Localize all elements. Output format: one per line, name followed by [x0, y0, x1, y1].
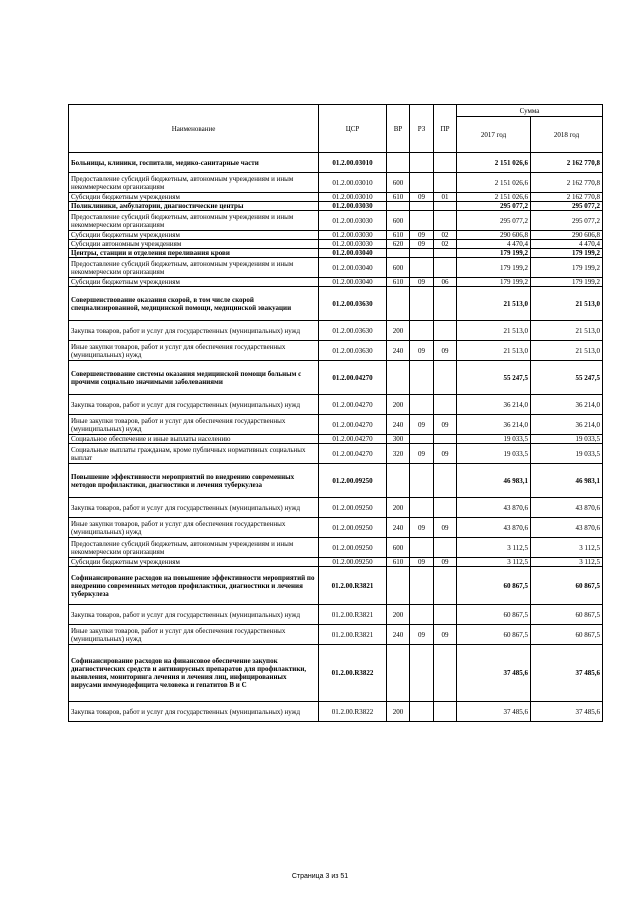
row-name: Субсидии бюджетным учреждениям — [69, 193, 319, 202]
row-amount-2017: 4 470,4 — [457, 240, 531, 249]
row-vr: 200 — [387, 498, 410, 518]
row-amount-2018: 36 214,0 — [531, 395, 603, 415]
row-pr: 09 — [434, 415, 457, 435]
table-row — [69, 211, 603, 231]
row-vr: 200 — [387, 395, 410, 415]
row-vr: 600 — [387, 173, 410, 193]
row-pr: 09 — [434, 558, 457, 567]
row-amount-2017: 37 485,6 — [457, 645, 531, 702]
row-amount-2017: 21 513,0 — [457, 341, 531, 361]
row-csr: 01.2.00.03030 — [319, 231, 387, 240]
row-amount-2017: 21 513,0 — [457, 287, 531, 321]
table-row — [69, 240, 603, 249]
row-vr: 600 — [387, 211, 410, 231]
header-name: Наименование — [69, 105, 319, 153]
header-sum: Сумма — [457, 105, 603, 117]
row-pr — [434, 702, 457, 722]
row-rz — [410, 258, 434, 278]
row-amount-2018: 4 470,4 — [531, 240, 603, 249]
table-row — [69, 193, 603, 202]
row-rz: 09 — [410, 231, 434, 240]
row-csr: 01.2.00.R3821 — [319, 605, 387, 625]
row-vr: 320 — [387, 444, 410, 464]
row-csr: 01.2.00.04270 — [319, 395, 387, 415]
row-name: Предоставление субсидий бюджетным, автономным учреждениям и иным некоммерческим организациям — [69, 211, 319, 231]
row-rz — [410, 249, 434, 258]
table-row — [69, 287, 603, 321]
row-csr: 01.2.00.04270 — [319, 435, 387, 444]
row-vr: 240 — [387, 625, 410, 645]
table-row — [69, 538, 603, 558]
row-rz — [410, 287, 434, 321]
row-amount-2018: 21 513,0 — [531, 341, 603, 361]
row-csr: 01.2.00.03040 — [319, 278, 387, 287]
row-rz — [410, 464, 434, 498]
row-amount-2017: 3 112,5 — [457, 538, 531, 558]
row-amount-2017: 37 485,6 — [457, 702, 531, 722]
row-amount-2018: 60 867,5 — [531, 625, 603, 645]
row-vr — [387, 464, 410, 498]
row-rz — [410, 361, 434, 395]
table-row — [69, 567, 603, 605]
row-rz — [410, 153, 434, 173]
row-amount-2017: 43 870,6 — [457, 518, 531, 538]
row-vr: 200 — [387, 702, 410, 722]
row-name: Повышение эффективности мероприятий по внедрению современных методов профилактики, диагностики и лечения туберкулеза — [69, 464, 319, 498]
row-vr — [387, 287, 410, 321]
row-rz — [410, 498, 434, 518]
row-amount-2017: 179 199,2 — [457, 258, 531, 278]
row-amount-2017: 290 606,8 — [457, 231, 531, 240]
header-vr: ВР — [387, 105, 410, 153]
row-name: Иные закупки товаров, работ и услуг для обеспечения государственных (муниципальных) нужд — [69, 415, 319, 435]
row-rz — [410, 173, 434, 193]
row-vr: 620 — [387, 240, 410, 249]
row-vr: 240 — [387, 341, 410, 361]
row-pr: 09 — [434, 625, 457, 645]
row-amount-2017: 55 247,5 — [457, 361, 531, 395]
table-row — [69, 498, 603, 518]
row-rz — [410, 567, 434, 605]
row-amount-2017: 295 077,2 — [457, 211, 531, 231]
row-vr — [387, 249, 410, 258]
row-pr — [434, 211, 457, 231]
row-csr: 01.2.00.03010 — [319, 153, 387, 173]
table-row — [69, 435, 603, 444]
header-year-2018: 2018 год — [531, 117, 603, 153]
table-row — [69, 625, 603, 645]
row-name: Субсидии автономным учреждениям — [69, 240, 319, 249]
row-rz: 09 — [410, 193, 434, 202]
row-rz — [410, 605, 434, 625]
row-vr: 300 — [387, 435, 410, 444]
row-pr — [434, 202, 457, 211]
row-rz — [410, 321, 434, 341]
header-pr: ПР — [434, 105, 457, 153]
table-row — [69, 341, 603, 361]
row-amount-2017: 36 214,0 — [457, 415, 531, 435]
row-rz: 09 — [410, 240, 434, 249]
row-rz — [410, 435, 434, 444]
budget-table — [68, 104, 603, 722]
table-row — [69, 258, 603, 278]
row-rz — [410, 211, 434, 231]
row-csr: 01.2.00.03630 — [319, 341, 387, 361]
row-amount-2017: 60 867,5 — [457, 567, 531, 605]
row-vr — [387, 567, 410, 605]
row-amount-2018: 2 162 770,8 — [531, 153, 603, 173]
row-amount-2018: 36 214,0 — [531, 415, 603, 435]
row-rz: 09 — [410, 558, 434, 567]
row-csr: 01.2.00.09250 — [319, 558, 387, 567]
table-row — [69, 278, 603, 287]
table-row — [69, 605, 603, 625]
row-name: Субсидии бюджетным учреждениям — [69, 278, 319, 287]
row-amount-2018: 3 112,5 — [531, 558, 603, 567]
row-amount-2017: 19 033,5 — [457, 444, 531, 464]
page-footer: Страница 3 из 51 — [291, 873, 349, 880]
row-amount-2017: 295 077,2 — [457, 202, 531, 211]
row-amount-2018: 21 513,0 — [531, 287, 603, 321]
table-row — [69, 249, 603, 258]
row-amount-2017: 179 199,2 — [457, 278, 531, 287]
row-name: Софинансирование расходов на повышение эффективности мероприятий по внедрению современных методов профилактики, диагностики и лечения туберкулеза — [69, 567, 319, 605]
row-amount-2018: 179 199,2 — [531, 278, 603, 287]
row-pr: 02 — [434, 240, 457, 249]
row-rz — [410, 645, 434, 702]
header-year-2017: 2017 год — [457, 117, 531, 153]
row-csr: 01.2.00.04270 — [319, 361, 387, 395]
row-pr — [434, 605, 457, 625]
row-amount-2018: 2 162 770,8 — [531, 173, 603, 193]
table-row — [69, 361, 603, 395]
row-name: Центры, станции и отделения переливания крови — [69, 249, 319, 258]
row-csr: 01.2.00.09250 — [319, 538, 387, 558]
header-rz: РЗ — [410, 105, 434, 153]
row-amount-2017: 60 867,5 — [457, 625, 531, 645]
row-amount-2018: 295 077,2 — [531, 202, 603, 211]
row-vr: 610 — [387, 278, 410, 287]
row-pr — [434, 464, 457, 498]
row-amount-2017: 2 151 026,6 — [457, 193, 531, 202]
row-amount-2018: 46 983,1 — [531, 464, 603, 498]
table-row — [69, 153, 603, 173]
row-csr: 01.2.00.03630 — [319, 287, 387, 321]
row-name: Предоставление субсидий бюджетным, автономным учреждениям и иным некоммерческим организациям — [69, 173, 319, 193]
row-amount-2018: 60 867,5 — [531, 605, 603, 625]
row-vr: 240 — [387, 518, 410, 538]
row-csr: 01.2.00.R3821 — [319, 625, 387, 645]
row-name: Иные закупки товаров, работ и услуг для обеспечения государственных (муниципальных) нужд — [69, 625, 319, 645]
row-pr: 02 — [434, 231, 457, 240]
row-amount-2018: 43 870,6 — [531, 518, 603, 538]
row-name: Субсидии бюджетным учреждениям — [69, 231, 319, 240]
row-vr: 200 — [387, 321, 410, 341]
row-pr — [434, 395, 457, 415]
row-csr: 01.2.00.03630 — [319, 321, 387, 341]
row-vr: 610 — [387, 558, 410, 567]
row-csr: 01.2.00.03010 — [319, 193, 387, 202]
table-row — [69, 558, 603, 567]
row-pr — [434, 567, 457, 605]
row-pr — [434, 249, 457, 258]
row-amount-2018: 19 033,5 — [531, 444, 603, 464]
row-name: Закупка товаров, работ и услуг для государственных (муниципальных) нужд — [69, 605, 319, 625]
row-amount-2018: 179 199,2 — [531, 249, 603, 258]
row-amount-2018: 55 247,5 — [531, 361, 603, 395]
row-name: Закупка товаров, работ и услуг для государственных (муниципальных) нужд — [69, 395, 319, 415]
row-amount-2017: 2 151 026,6 — [457, 173, 531, 193]
table-row — [69, 231, 603, 240]
row-csr: 01.2.00.03010 — [319, 173, 387, 193]
table-row — [69, 415, 603, 435]
table-row — [69, 518, 603, 538]
row-amount-2017: 60 867,5 — [457, 605, 531, 625]
row-pr: 09 — [434, 518, 457, 538]
row-vr: 200 — [387, 605, 410, 625]
row-csr: 01.2.00.R3822 — [319, 645, 387, 702]
row-csr: 01.2.00.03040 — [319, 249, 387, 258]
row-name: Закупка товаров, работ и услуг для государственных (муниципальных) нужд — [69, 702, 319, 722]
table-row — [69, 173, 603, 193]
row-rz: 09 — [410, 625, 434, 645]
row-vr: 600 — [387, 258, 410, 278]
row-amount-2017: 3 112,5 — [457, 558, 531, 567]
row-pr — [434, 287, 457, 321]
row-vr: 600 — [387, 538, 410, 558]
row-pr: 06 — [434, 278, 457, 287]
row-pr: 09 — [434, 444, 457, 464]
row-vr: 610 — [387, 231, 410, 240]
row-rz: 09 — [410, 415, 434, 435]
row-name: Совершенствование системы оказания медицинской помощи больным с прочими социально значимыми заболеваниями — [69, 361, 319, 395]
row-pr — [434, 361, 457, 395]
table-body — [69, 153, 603, 722]
row-csr: 01.2.00.03030 — [319, 211, 387, 231]
row-amount-2018: 295 077,2 — [531, 211, 603, 231]
row-rz: 09 — [410, 444, 434, 464]
row-rz — [410, 702, 434, 722]
row-csr: 01.2.00.09250 — [319, 498, 387, 518]
row-csr: 01.2.00.R3822 — [319, 702, 387, 722]
row-vr — [387, 361, 410, 395]
row-pr — [434, 498, 457, 518]
row-vr: 610 — [387, 193, 410, 202]
row-pr — [434, 258, 457, 278]
row-name: Совершенствование оказания скорой, в том числе скорой специализированной, медицинской помощи, медицинской эвакуации — [69, 287, 319, 321]
row-vr — [387, 645, 410, 702]
row-amount-2017: 46 983,1 — [457, 464, 531, 498]
row-amount-2018: 290 606,8 — [531, 231, 603, 240]
row-amount-2018: 2 162 770,8 — [531, 193, 603, 202]
row-rz — [410, 395, 434, 415]
table-row — [69, 321, 603, 341]
row-csr: 01.2.00.03040 — [319, 258, 387, 278]
row-amount-2018: 19 033,5 — [531, 435, 603, 444]
row-csr: 01.2.00.03030 — [319, 240, 387, 249]
row-name: Иные закупки товаров, работ и услуг для обеспечения государственных (муниципальных) нужд — [69, 341, 319, 361]
row-vr — [387, 153, 410, 173]
row-name: Предоставление субсидий бюджетным, автономным учреждениям и иным некоммерческим организациям — [69, 258, 319, 278]
row-amount-2018: 43 870,6 — [531, 498, 603, 518]
row-vr — [387, 202, 410, 211]
table-row — [69, 395, 603, 415]
row-amount-2017: 21 513,0 — [457, 321, 531, 341]
row-name: Больницы, клиники, госпитали, медико-санитарные части — [69, 153, 319, 173]
row-amount-2018: 37 485,6 — [531, 645, 603, 702]
row-name: Социальные выплаты гражданам, кроме публичных нормативных социальных выплат — [69, 444, 319, 464]
table-row — [69, 702, 603, 722]
row-pr — [434, 153, 457, 173]
row-csr: 01.2.00.03030 — [319, 202, 387, 211]
row-amount-2017: 36 214,0 — [457, 395, 531, 415]
row-pr — [434, 321, 457, 341]
row-amount-2017: 43 870,6 — [457, 498, 531, 518]
row-csr: 01.2.00.09250 — [319, 518, 387, 538]
row-name: Поликлиники, амбулатории, диагностические центры — [69, 202, 319, 211]
row-csr: 01.2.00.R3821 — [319, 567, 387, 605]
row-amount-2017: 179 199,2 — [457, 249, 531, 258]
table-row — [69, 202, 603, 211]
row-pr — [434, 538, 457, 558]
row-rz — [410, 202, 434, 211]
row-rz: 09 — [410, 278, 434, 287]
row-pr: 01 — [434, 193, 457, 202]
row-rz: 09 — [410, 341, 434, 361]
header-csr: ЦСР — [319, 105, 387, 153]
row-name: Софинансирование расходов на финансовое обеспечение закупок диагностических средств и антивирусных препаратов для профилактики, выявления, мониторинга лечения и лечения лиц, инфицированных вирусами иммунодефицита человека и гепатитов В и С — [69, 645, 319, 702]
row-pr — [434, 435, 457, 444]
row-amount-2018: 3 112,5 — [531, 538, 603, 558]
row-amount-2017: 19 033,5 — [457, 435, 531, 444]
row-name: Иные закупки товаров, работ и услуг для обеспечения государственных (муниципальных) нужд — [69, 518, 319, 538]
row-rz — [410, 538, 434, 558]
row-amount-2017: 2 151 026,6 — [457, 153, 531, 173]
row-name: Закупка товаров, работ и услуг для государственных (муниципальных) нужд — [69, 498, 319, 518]
row-amount-2018: 21 513,0 — [531, 321, 603, 341]
row-csr: 01.2.00.04270 — [319, 444, 387, 464]
row-amount-2018: 60 867,5 — [531, 567, 603, 605]
row-vr: 240 — [387, 415, 410, 435]
row-pr — [434, 173, 457, 193]
row-name: Предоставление субсидий бюджетным, автономным учреждениям и иным некоммерческим организациям — [69, 538, 319, 558]
table-row — [69, 444, 603, 464]
row-name: Закупка товаров, работ и услуг для государственных (муниципальных) нужд — [69, 321, 319, 341]
row-pr — [434, 645, 457, 702]
row-amount-2018: 37 485,6 — [531, 702, 603, 722]
table-row — [69, 464, 603, 498]
row-name: Социальное обеспечение и иные выплаты населению — [69, 435, 319, 444]
table-row — [69, 645, 603, 702]
row-csr: 01.2.00.09250 — [319, 464, 387, 498]
row-amount-2018: 179 199,2 — [531, 258, 603, 278]
row-pr: 09 — [434, 341, 457, 361]
row-csr: 01.2.00.04270 — [319, 415, 387, 435]
row-name: Субсидии бюджетным учреждениям — [69, 558, 319, 567]
row-rz: 09 — [410, 518, 434, 538]
